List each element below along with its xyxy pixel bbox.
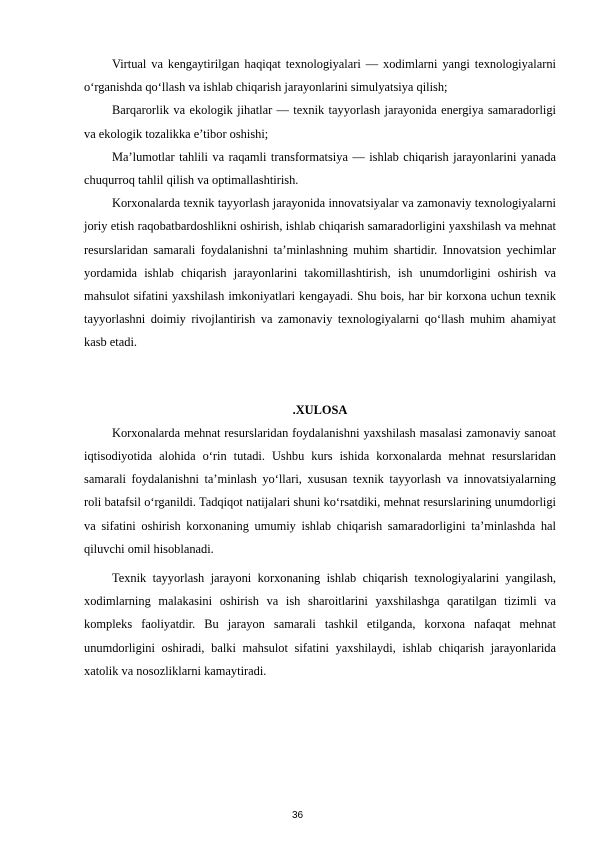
page-number: 36	[291, 810, 304, 821]
paragraph-sustainability: Barqarorlik va ekologik jihatlar — texnik tayyorlash jarayonida energiya samaradorligi va ekologik tozalikka e’tibor oshishi;	[84, 103, 556, 141]
paragraph-data-analysis: Ma’lumotlar tahlili va raqamli transformatsiya — ishlab chiqarish jarayonlarini yanada chuqurroq tahlil qilish va optimallashtirish.	[84, 149, 556, 188]
paragraph-innovations-summary: Korxonalarda texnik tayyorlash jarayonida innovatsiyalar va zamonaviy texnologiyalarni joriy etish raqobatbardoshlikni oshirish, ishlab chiqarish samaradorligini yaxshilash va mehnat resurslaridan samarali foydalanishni ta’minlashning muhim shartidir. Innovatsion yechimlar yordamida ishlab chiqarish jarayonlarini takomillashtirish, ish unumdorligini oshirish va mahsulot sifatini yaxshilash imkoniyatlari kengayadi. Shu bois, har bir korxona uchun texnik tayyorlashni doimiy rivojlantirish va zamonaviy texnologiyalarni qo‘llash muhim ahamiyat kasb etadi.	[84, 196, 556, 350]
paragraph-conclusion-1: Korxonalarda mehnat resurslaridan foydalanishni yaxshilash masalasi zamonaviy sanoat iqtisodiyotida alohida o‘rin tutadi. Ushbu kurs ishida korxonalarda mehnat resurslaridan samarali foydalanishni ta’minlash yo‘llari, xususan texnik tayyorlash va innovatsiyalarning roli batafsil o‘rganildi. Tadqiqot natijalari shuni ko‘rsatdiki, mehnat resurslarining unumdorligi va sifatini oshirish korxonaning umumiy ishlab chiqarish samaradorligini ta’minlashda hal qiluvchi omil hisoblanadi.	[84, 425, 556, 556]
section-heading-conclusion: .XULOSA	[292, 402, 348, 417]
document-page	[84, 53, 556, 683]
paragraph-conclusion-2: Texnik tayyorlash jarayoni korxonaning ishlab chiqarish texnologiyalarini yangilash, xodimlarning malakasini oshirish va ish sharoitlarini yaxshilashga qaratilgan tizimli va kompleks faoliyatdir. Bu jarayon samarali tashkil etilganda, korxona nafaqat mehnat unumdorligini oshiradi, balki mahsulot sifatini yaxshilaydi, ishlab chiqarish jarayonlarida xatolik va nosozliklarni kamaytiradi.	[84, 571, 556, 678]
paragraph-virtual-reality: Virtual va kengaytirilgan haqiqat texnologiyalari — xodimlarni yangi texnologiyalarni o‘rganishda qo‘llash va ishlab chiqarish jarayonlarini simulyatsiya qilish;	[84, 57, 556, 95]
